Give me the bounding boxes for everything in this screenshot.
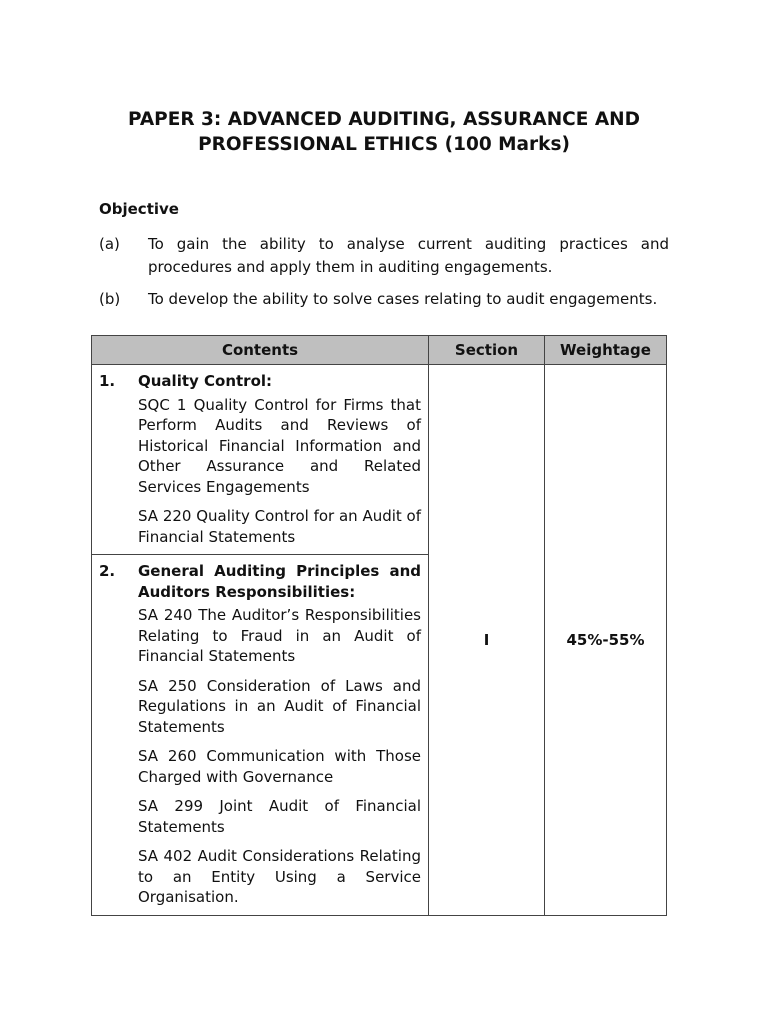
- standard-item: SA 260 Communication with Those Charged with Governance: [138, 747, 421, 786]
- standard-item: SA 299 Joint Audit of Financial Statements: [138, 797, 421, 836]
- standard-item: SA 250 Consideration of Laws and Regulations in an Audit of Financial Statements: [138, 676, 421, 736]
- table-row: [92, 365, 667, 555]
- paper-title-line-2: PROFESSIONAL ETHICS (100 Marks): [198, 134, 570, 155]
- topic-number: 1.: [99, 372, 116, 390]
- topic-title: General Auditing Principles and Auditors Responsibilities:: [138, 562, 421, 601]
- weightage-cell: 45%-55%: [545, 365, 667, 916]
- header-weightage: Weightage: [545, 336, 667, 365]
- standard-item: SA 402 Audit Considerations Relating to an Entity Using a Service Organisation.: [138, 847, 421, 906]
- topic-title: Quality Control:: [138, 372, 273, 390]
- objective-item-text: To develop the ability to solve cases relating to audit engagements.: [148, 290, 658, 308]
- header-section: Section: [429, 336, 545, 365]
- paper-title: [90, 107, 678, 157]
- standard-item: SA 240 The Auditor’s Responsibilities Relating to Fraud in an Audit of Financial Statements: [138, 606, 421, 665]
- objective-item-b: [99, 288, 669, 311]
- standard-item: SQC 1 Quality Control for Firms that Perform Audits and Reviews of Historical Financial Information and Other Assurance and Related Services Engagements: [138, 395, 421, 496]
- header-contents: Contents: [92, 336, 429, 365]
- syllabus-table: [91, 335, 667, 916]
- objective-heading: Objective: [99, 200, 179, 218]
- topic-cell-general-auditing: [92, 555, 429, 916]
- section-cell: I: [429, 365, 545, 916]
- objective-item-a: [99, 233, 669, 279]
- objective-item-text: To gain the ability to analyse current auditing practices and procedures and apply them in auditing engagements.: [148, 235, 669, 276]
- table-header-row: [92, 336, 667, 365]
- objective-item-label: (b): [99, 290, 121, 308]
- standard-item: SA 220 Quality Control for an Audit of Financial Statements: [138, 507, 422, 546]
- topic-cell-quality-control: [92, 365, 429, 555]
- topic-number: 2.: [99, 562, 116, 580]
- paper-title-line-1: PAPER 3: ADVANCED AUDITING, ASSURANCE AND: [128, 109, 640, 130]
- objective-item-label: (a): [99, 235, 120, 253]
